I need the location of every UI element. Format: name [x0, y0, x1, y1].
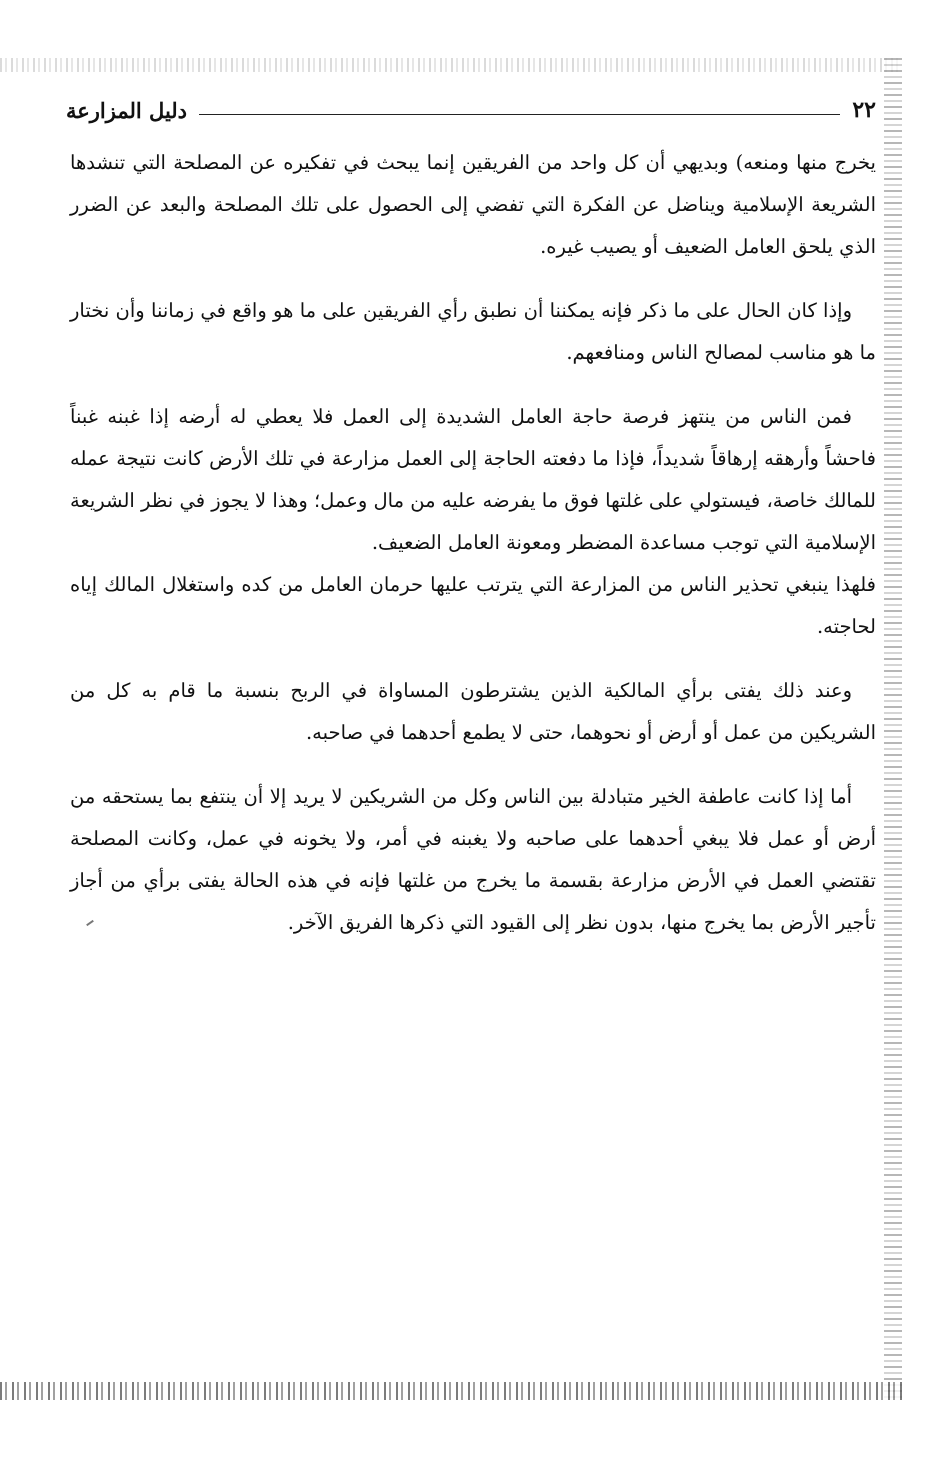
paragraph-4: فلهذا ينبغي تحذير الناس من المزارعة التي يترتب عليها حرمان العامل من كده واستغلال المالك إياه لحاجته.	[70, 573, 876, 638]
page-number: ٢٢	[852, 97, 876, 123]
decorative-border-right	[884, 58, 902, 1398]
book-title: دليل المزارعة	[66, 97, 188, 123]
paragraph-2: وإذا كان الحال على ما ذكر فإنه يمكننا أن نطبق رأي الفريقين على ما هو واقع في زماننا وأن نختار ما هو مناسب لمصالح الناس ومنافعهم.	[70, 299, 876, 364]
body-text	[70, 142, 876, 944]
paragraph-5: وعند ذلك يفتى برأي المالكية الذين يشترطون المساواة في الربح بنسبة ما قام به كل من الشريكين من عمل أو أرض أو نحوهما، حتى لا يطمع أحدهما في صاحبه.	[70, 679, 876, 744]
paragraph-1: يخرج منها ومنعه) وبديهي أن كل واحد من الفريقين إنما يبحث في تفكيره عن المصلحة التي تنشدها الشريعة الإسلامية ويناضل عن الفكرة التي تفضي إلى الحصول على تلك المصلحة والبعد عن الضرر الذي يلحق العامل الضعيف أو يصيب غيره.	[70, 151, 876, 258]
paragraph-3: فمن الناس من ينتهز فرصة حاجة العامل الشديدة إلى العمل فلا يعطي له أرضه إذا غبنه غبناً فاحشاً وأرهقه إرهاقاً شديداً، فإذا ما دفعته الحاجة إلى العمل مزارعة في تلك الأرض كانت نتيجة عمله للمالك خاصة، فيستولي على غلتها فوق ما يفرضه عليه من مال وعمل؛ وهذا لا يجوز في نظر الشريعة الإسلامية التي توجب مساعدة المضطر ومعونة العامل الضعيف.	[70, 405, 876, 554]
decorative-border-top	[0, 58, 900, 72]
paragraph-6: أما إذا كانت عاطفة الخير متبادلة بين الناس وكل من الشريكين لا يريد إلا أن ينتفع بما يستحقه من أرض أو عمل فلا يبغي أحدهما على صاحبه ولا يغبنه في أمر، ولا يخونه في عمل، وكانت المصلحة تقتضي العمل في الأرض مزارعة بقسمة ما يخرج من غلتها فإنه في هذه الحالة يفتى برأي من أجاز تأجير الأرض بما يخرج منها، بدون نظر إلى القيود التي ذكرها الفريق الآخر.	[70, 785, 876, 934]
header-rule	[199, 114, 840, 115]
decorative-border-bottom	[0, 1382, 902, 1400]
running-header	[66, 92, 876, 128]
